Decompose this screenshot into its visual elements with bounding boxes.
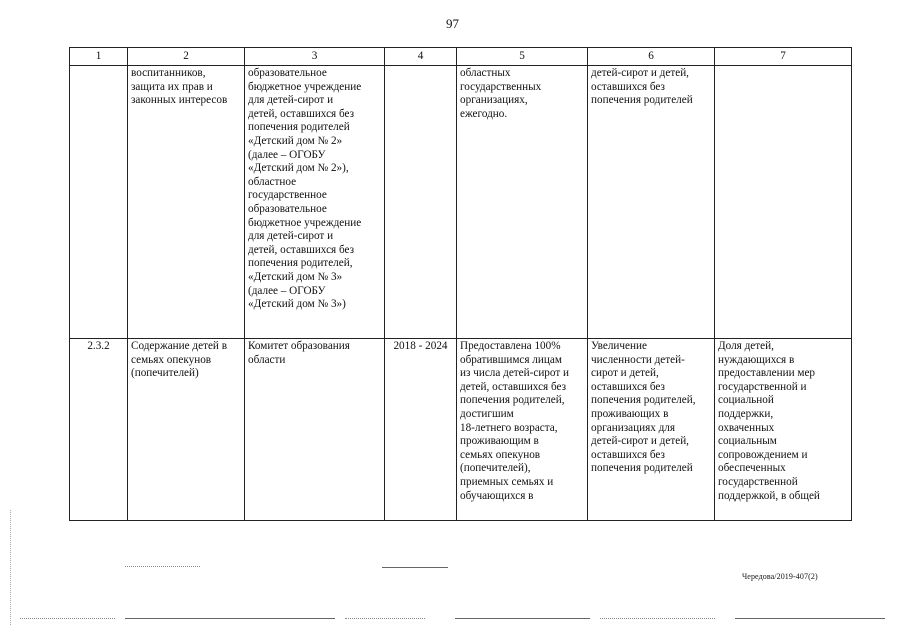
cell-indicator [715,66,852,339]
scan-artifact-line [125,566,200,567]
column-header-3: 3 [245,48,385,66]
cell-result: областных государственных организациях, ежегодно. [457,66,588,339]
scan-artifact-line [455,618,590,619]
column-header-2: 2 [128,48,245,66]
cell-measure: воспитанников, защита их прав и законных интересов [128,66,245,339]
cell-measure: Содержание детей в семьях опекунов (попечителей) [128,339,245,521]
header-row [70,48,852,66]
column-header-1: 1 [70,48,128,66]
column-header-6: 6 [588,48,715,66]
scan-artifact-line [382,567,448,568]
cell-responsible: Комитет образования области [245,339,385,521]
cell-number: 2.3.2 [70,339,128,521]
column-header-5: 5 [457,48,588,66]
scan-artifact-line [345,618,425,619]
cell-result: Предоставлена 100% обратившимся лицам из числа детей-сирот и детей, оставшихся без попечения родителей, достигшим 18-летнего возраста, проживающим в семьях опекунов (попечителей), приемных семьях и обучающихся в [457,339,588,521]
scan-artifact-line [735,618,885,619]
cell-indicator: Доля детей, нуждающихся в предоставлении мер государственной и социальной поддержки, охваченных социальным сопровождением и обеспеченных государственной поддержкой, в общей [715,339,852,521]
column-header-4: 4 [385,48,457,66]
cell-consequences: детей-сирот и детей, оставшихся без попечения родителей [588,66,715,339]
program-table [69,47,852,521]
document-code: Чередова/2019-407(2) [742,572,818,581]
column-header-7: 7 [715,48,852,66]
scan-artifact-line [125,618,335,619]
scan-artifact-line [20,618,115,619]
cell-consequences: Увеличение численности детей- сирот и детей, оставшихся без попечения родителей, проживающих в организациях для детей-сирот и детей, оставшихся без попечения родителей [588,339,715,521]
page-number: 97 [446,16,459,31]
cell-responsible: образовательное бюджетное учреждение для детей-сирот и детей, оставшихся без попечения родителей «Детский дом № 2» (далее – ОГОБУ «Детский дом № 2»), областное государственное образовательное бюджетное учреждение для детей-сирот и детей, оставшихся без попечения родителей, «Детский дом № 3» (далее – ОГОБУ «Детский дом № 3») [245,66,385,339]
table-row [70,339,852,521]
cell-period [385,66,457,339]
table-row [70,66,852,339]
scan-artifact-line [600,618,715,619]
cell-period: 2018 - 2024 [385,339,457,521]
cell-number [70,66,128,339]
scan-artifact-left-edge [10,510,11,625]
